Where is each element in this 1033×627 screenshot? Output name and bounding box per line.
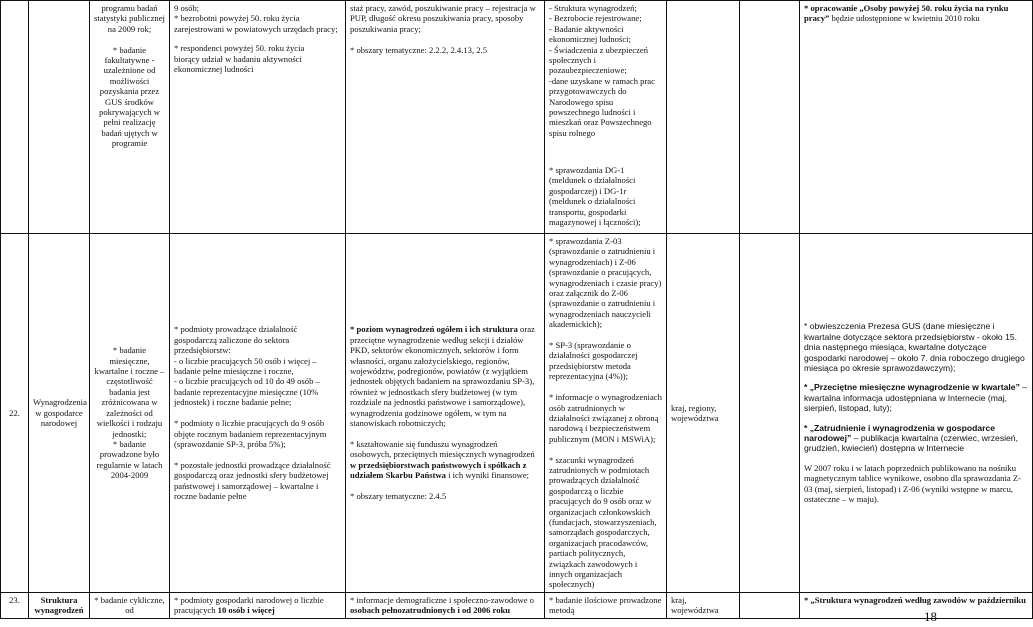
publication-text-3: – publikacja kwartalna (czerwiec, wrzesień, grudzień, kwiecień) dostępna w Internecie	[804, 433, 1018, 454]
cell-scope: * podmioty prowadzące działalność gospodarczą zaliczone do sektora przedsiębiorstw: - o liczbie pracujących 50 osób i więcej – badanie pełne miesięczne i roczne, - o liczbie pracujących od 10 do 49 osób – badanie reprezentacyjne miesięczne (10% jednostek) i roczne badanie pełne; * podmioty o liczbie pracujących do 9 osób objęte rocznym badaniem reprezentacyjnym (sprawozdanie SP-3, próba 5%); * pozostałe jednostki prowadzące działalność gospodarczą oraz jednostki sfery budżetowej państwowej i samorządowej – kwartalne i roczne badanie pełne	[170, 234, 346, 593]
cell-scope	[170, 1, 346, 234]
scope-text-2: * bezrobotni powyżej 50. roku życia	[174, 13, 300, 24]
survey-name: Struktura wynagrodzeń	[29, 592, 90, 618]
sources-text-1: - Struktura wynagrodzeń; - Bezrobocie rejestrowane; - Badanie aktywności ekonomicznej ludności; - Świadczenia z ubezpieczeń społecznych i pozaubezpieczeniowe; -dane uzyskane w ramach prac przygotowawczych do Narodowego spisu powszechnego ludności i mieszkań oraz Powszechnego spisu rolnego	[549, 3, 655, 138]
publication-title: * opracowanie „Osoby powyżej 50. roku życia na rynku pracy”	[804, 3, 1009, 24]
cell-empty	[740, 1, 800, 234]
cell-subject: staż pracy, zawód, poszukiwanie pracy – rejestracja w PUP, długość okresu poszukiwania pracy, sposoby poszukiwania pracy; * obszary tematyczne: 2.2.2, 2.4.13, 2.5	[346, 1, 545, 234]
row-number: 23.	[1, 592, 29, 618]
sources-text-2: * sprawozdania DG-1 (meldunek o działalności gospodarczej) i DG-1r (meldunek o działalności transportu, gospodarki magazynowej i łączności);	[549, 165, 641, 228]
scope-text-1: 9 osób;	[174, 3, 200, 13]
publication-note: będzie udostępnione w kwietniu 2010 roku	[829, 13, 980, 24]
cell-sources: * sprawozdania Z-03 (sprawozdanie o zatrudnieniu i wynagrodzeniach) i Z-06 (sprawozdanie o pracujących, wynagrodzeniach i czasie pracy) oraz załącznik do Z-06 (sprawozdanie o zatrudnieniu i wynagrodzeniach nauczycieli akademickich); * SP-3 (sprawozdanie o działalności gospodarczej przedsiębiorstw metoda reprezentacyjna (4%)); * informacje o wynagrodzeniach osób zatrudnionych w działalności związanej z obroną narodową i bezpieczeństwem publicznym (MON i MSWiA); * szacunki wynagrodzeń zatrudnionych w podmiotach prowadzących działalność gospodarczą o liczbie pracujących do 9 osób oraz w organizacjach członkowskich (fundacjach, stowarzyszeniach, samorządach gospodarczych, organizacjach pracodawców, partiach politycznych, związkach zawodowych i innych organizacjach społecznych)	[545, 234, 667, 593]
survey-name: Wynagrodzenia w gospodarce narodowej	[29, 234, 90, 593]
cell-empty	[740, 592, 800, 618]
cell-subject	[346, 234, 545, 593]
cell-name-empty	[29, 1, 90, 234]
cell-scope	[170, 592, 346, 618]
cell-level: kraj, regiony, województwa	[667, 234, 740, 593]
cell-level-empty	[667, 1, 740, 234]
table-row-22	[1, 234, 1033, 593]
cell-publications	[800, 1, 1033, 234]
publication-title-2: * „Zatrudnienie i wynagrodzenia w gospodarce narodowej”	[804, 422, 996, 444]
subject-text-1: oraz przeciętne wynagrodzenie według sekcji i działów PKD, sektorów ekonomicznych, sektorów i form własności, organu założycielskiego, regionów, województw, podregionów, powiatów (z wyjątkiem jednostek objętych badaniem na sprawozdaniu SP-3), również w jednostkach sfery budżetowej (w tym	[350, 324, 535, 397]
cell-frequency: * badanie cykliczne, od	[90, 592, 170, 618]
scope-text-5: biorący udział w badaniu aktywności ekonomicznej ludności	[174, 53, 302, 75]
publication-text-4: W 2007 roku i w latach poprzednich publikowano na nośniku magnetycznym tablice wynikowe, osobno dla sprawozdania Z-03 (maj, sierpień, listopad) i Z-06 (wyniki wstępne w marcu, ostateczne – w maju).	[804, 462, 1021, 505]
publication-text-2: – kwartalna informacja udostępniana w Internecie (maj, sierpień, listopad, luty);	[804, 382, 1028, 414]
cell-frequency: programu badań statystyki publicznej na 2009 rok; * badanie fakultatywne - uzależnione od możliwości pozyskania przez GUS środków pokrywających w pełni realizację badań ujętych w programie	[90, 1, 170, 234]
cell-publications: * „Struktura wynagrodzeń według zawodów w październiku	[800, 592, 1033, 618]
subject-bold: w przedsiębiorstwach państwowych i spółkach z udziałem Skarbu Państwa	[350, 459, 527, 481]
scope-text-4: * respondenci powyżej 50. roku życia	[174, 43, 305, 54]
subject-text-2: rozdziale na jednostki państwowe i samorządowe), wynagrodzenia godzinowe ogółem, w tym na stanowiskach robotniczych; * kształtowanie się funduszu wynagrodzeń osobowych, przeciętnych miesięcznych wynagrodzeń	[350, 397, 535, 460]
page-number: 18	[924, 609, 937, 624]
publication-text-1: * obwieszczenia Prezesa GUS (dane miesięczne i kwartalne dotyczące sektora przedsiębiorstw - około 15. dnia następnego miesiąca, kwartalne dotyczące gospodarki narodowej – około 7. dnia roboczego drugiego miesiąca po okresie sprawozdawczym);	[804, 321, 1025, 373]
scope-text-3: zarejestrowani w powiatowych urzędach pracy;	[174, 23, 338, 34]
row-number: 22.	[1, 234, 29, 593]
subject-bold: osobach pełnozatrudnionych i od 2006 roku	[350, 605, 511, 616]
cell-level: kraj, województwa	[667, 592, 740, 618]
publication-title-1: * „Przeciętne miesięczne wynagrodzenie w kwartale”	[804, 382, 1020, 393]
subject-heading: * poziom wynagrodzeń ogółem i ich struktura	[350, 324, 518, 335]
table-row-23	[1, 592, 1033, 618]
cell-number-empty	[1, 1, 29, 234]
scope-bold: 10 osób i więcej	[217, 605, 275, 616]
cell-subject	[346, 592, 545, 618]
subject-text-3: i ich wyniki finansowe; * obszary tematyczne: 2.4.5	[350, 470, 530, 501]
cell-sources: * badanie ilościowe prowadzone metodą	[545, 592, 667, 618]
cell-publications	[800, 234, 1033, 593]
scope-text: * podmioty gospodarki narodowej o liczbie pracujących	[174, 594, 324, 616]
subject-text: * informacje demograficzne i społeczno-zawodowe o	[350, 594, 534, 605]
table-row-continued	[1, 1, 1033, 234]
cell-sources	[545, 1, 667, 234]
cell-frequency: * badanie miesięczne, kwartalne i roczne – częstotliwość badania jest zróżnicowana w zależności od wielkości i rodzaju jednostki; * badanie prowadzone było regularnie w latach 2004-2009	[90, 234, 170, 593]
cell-empty	[740, 234, 800, 593]
